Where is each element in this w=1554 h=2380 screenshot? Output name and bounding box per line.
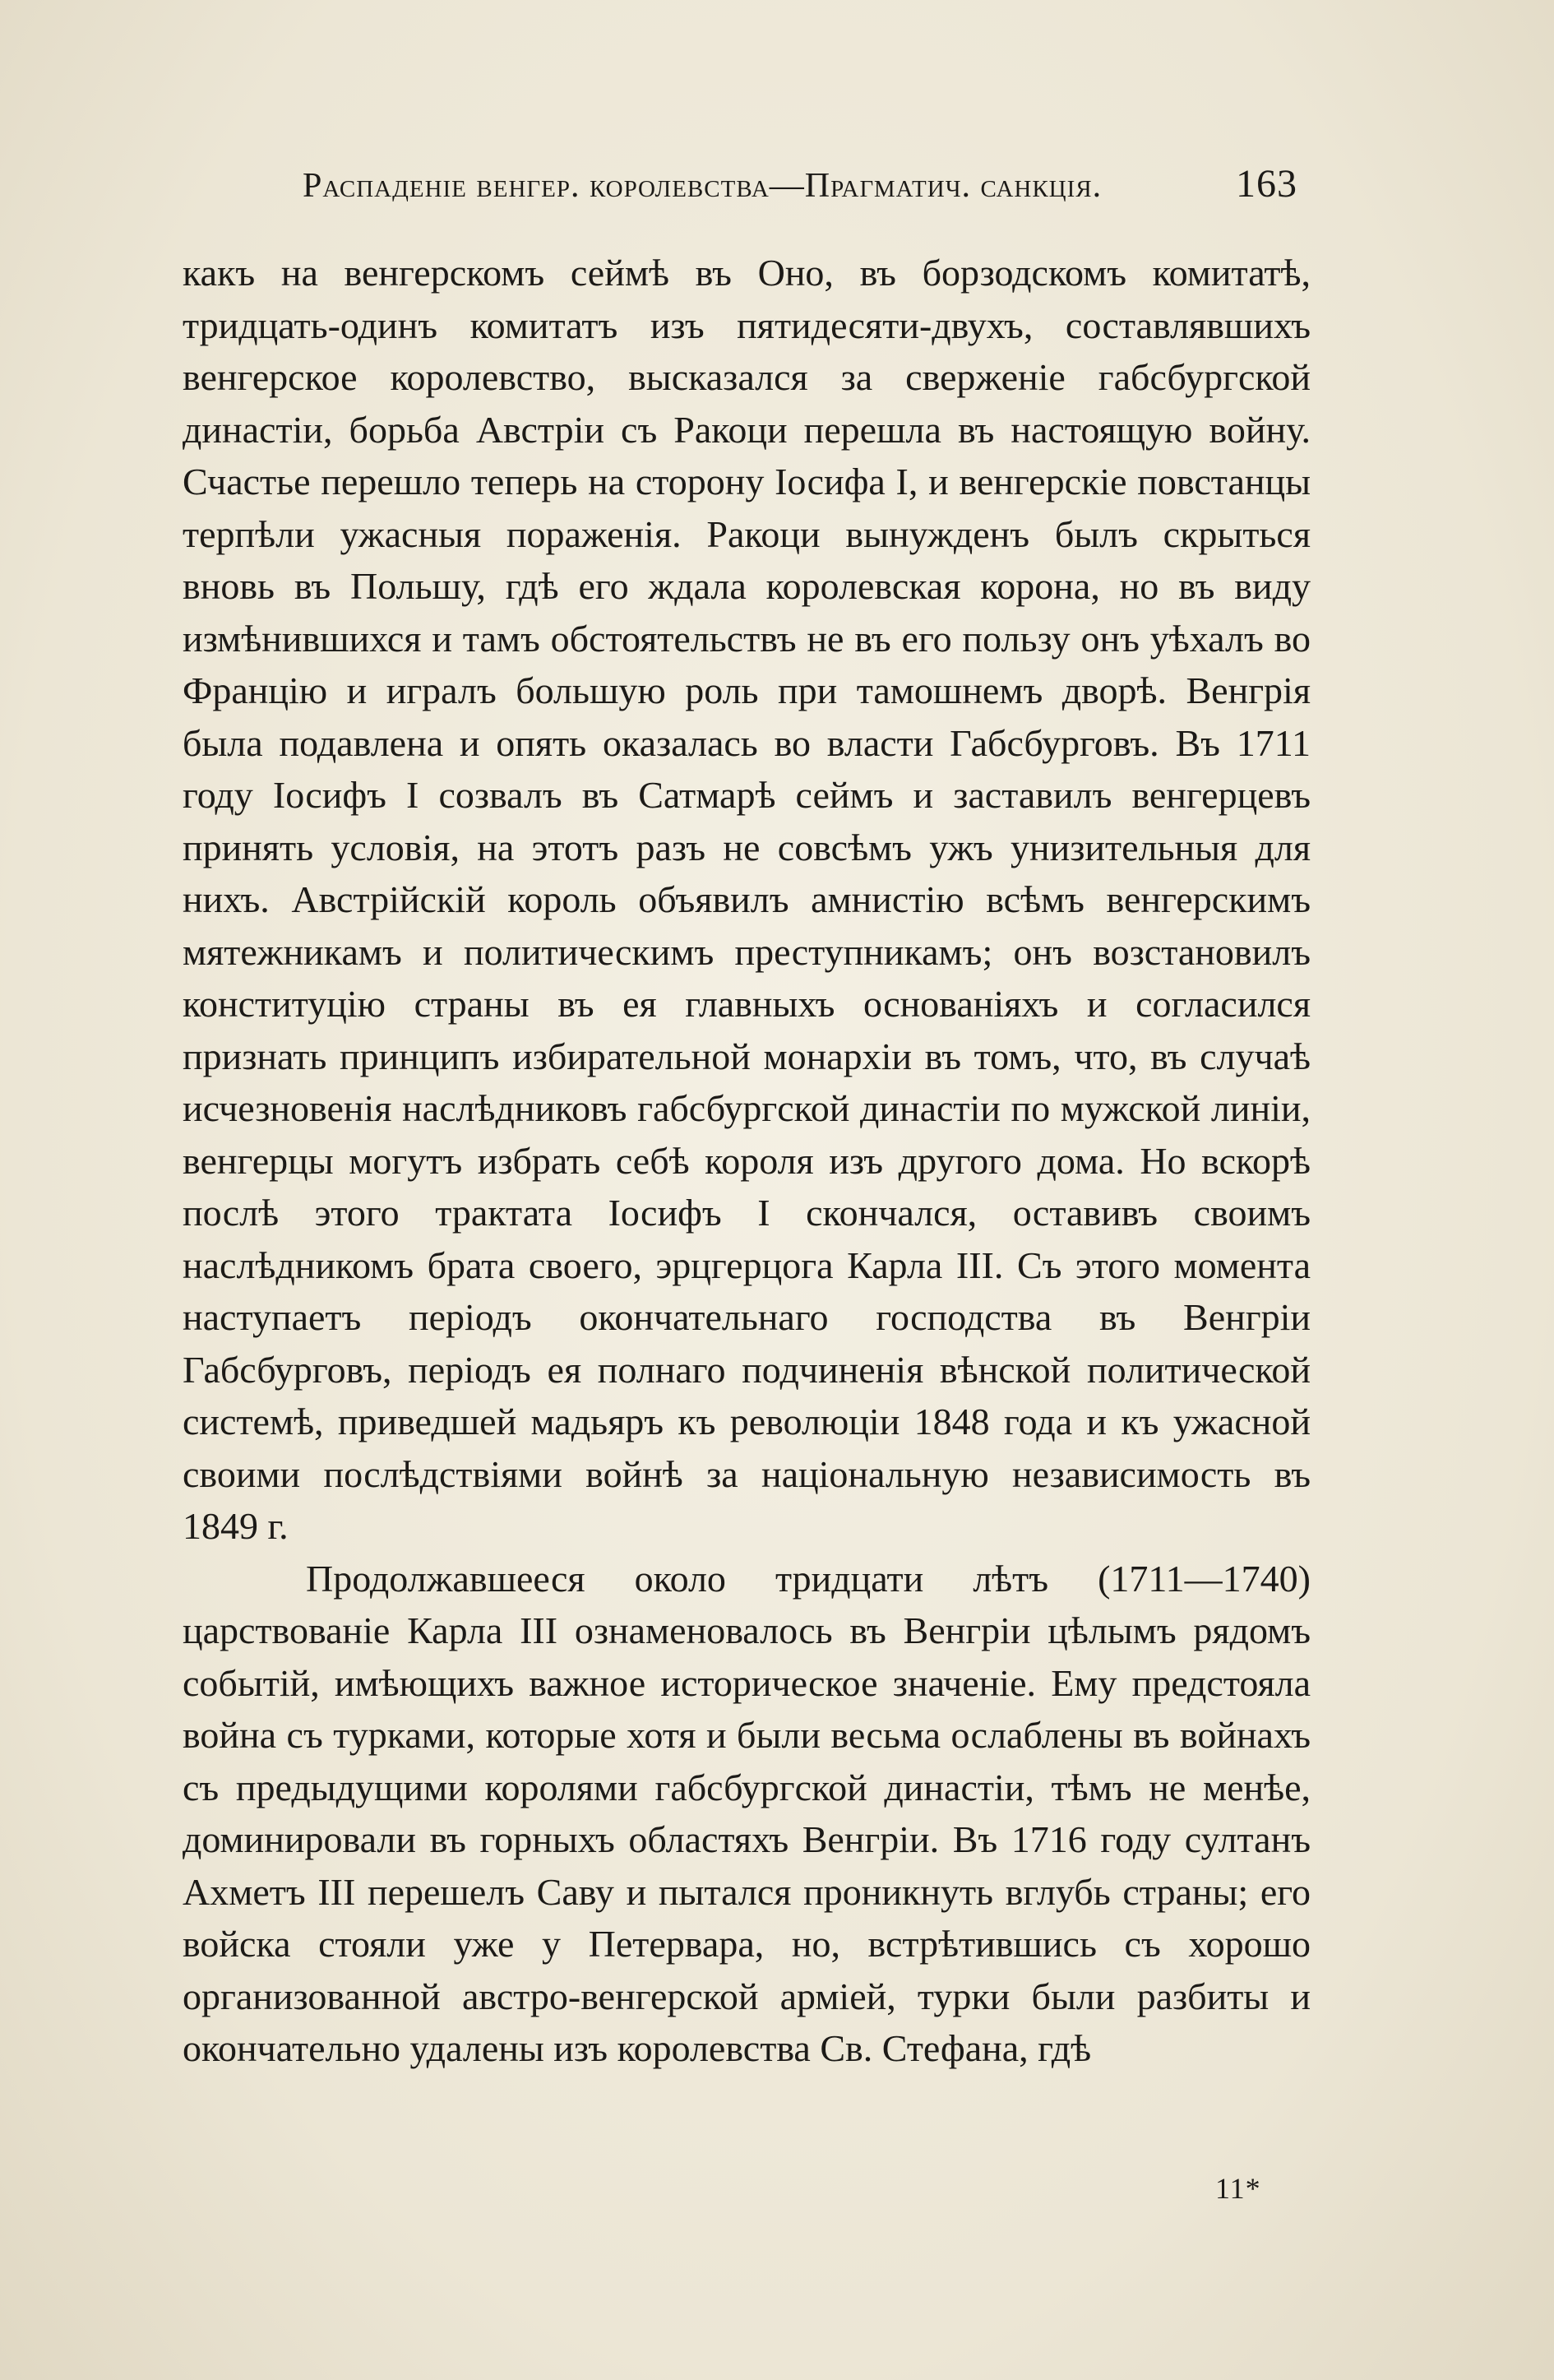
signature-mark: 11* (1215, 2172, 1261, 2205)
running-head: Распаденіе венгер. королевства—Прагматич. санкція. (303, 167, 1103, 205)
paragraph-1: какъ на венгерскомъ сеймѣ въ Оно, въ борзодскомъ комитатѣ, тридцать-одинъ комитатъ изъ пятидесяти-двухъ, составлявшихъ венгерское королевство, высказался за сверженіе габсбургской династіи, борьба Австріи съ Ракоци перешла въ настоящую войну. Счастье перешло теперь на сторону Іосифа I, и венгерскіе повстанцы терпѣли ужасныя пораженія. Ракоци вынужденъ былъ скрыться вновь въ Польшу, гдѣ его ждала королевская корона, но въ виду измѣнившихся и тамъ обстоятельствъ не въ его пользу онъ уѣхалъ во Францію и игралъ большую роль при тамошнемъ дворѣ. Венгрія была подавлена и опять оказалась во власти Габсбурговъ. Въ 1711 году Іосифъ I созвалъ въ Сатмарѣ сеймъ и заставилъ венгерцевъ принять условія, на этотъ разъ не совсѣмъ ужъ унизительныя для нихъ. Австрійскій король объявилъ амнистію всѣмъ венгерскимъ мятежникамъ и политическимъ преступникамъ; онъ возстановилъ конституцію страны въ ея главныхъ основаніяхъ и согласился признать принципъ избирательной монархіи въ томъ, что, въ случаѣ исчезновенія наслѣдниковъ габсбургской династіи по мужской линіи, венгерцы могутъ избрать себѣ короля изъ другого дома. Но вскорѣ послѣ этого трактата Іосифъ I скончался, оставивъ своимъ наслѣдникомъ брата своего, эрцгерцога Карла III. Съ этого момента наступаетъ періодъ окончательнаго господства въ Венгріи Габсбурговъ, періодъ ея полнаго подчиненія вѣнской политической системѣ, приведшей мадьяръ къ революціи 1848 года и къ ужасной своими послѣдствіями войнѣ за національную независимость въ 1849 г. (183, 252, 1311, 1547)
page-number: 163 (1236, 162, 1297, 206)
page-header (303, 161, 1297, 219)
body-text (183, 247, 1311, 2075)
paragraph-2: Продолжавшееся около тридцати лѣтъ (1711—1740) царствованіе Карла III ознаменовалось въ Венгріи цѣлымъ рядомъ событій, имѣющихъ важное историческое значеніе. Ему предстояла война съ турками, которые хотя и были весьма ослаблены въ войнахъ съ предыдущими королями габсбургской династіи, тѣмъ не менѣе, доминировали въ горныхъ областяхъ Венгріи. Въ 1716 году султанъ Ахметъ III перешелъ Саву и пытался проникнуть вглубь страны; его войска стояли уже у Петервара, но, встрѣтившись съ хорошо организованной австро-венгерской арміей, турки были разбиты и окончательно удалены изъ королевства Св. Стефана, гдѣ (183, 1557, 1311, 2069)
